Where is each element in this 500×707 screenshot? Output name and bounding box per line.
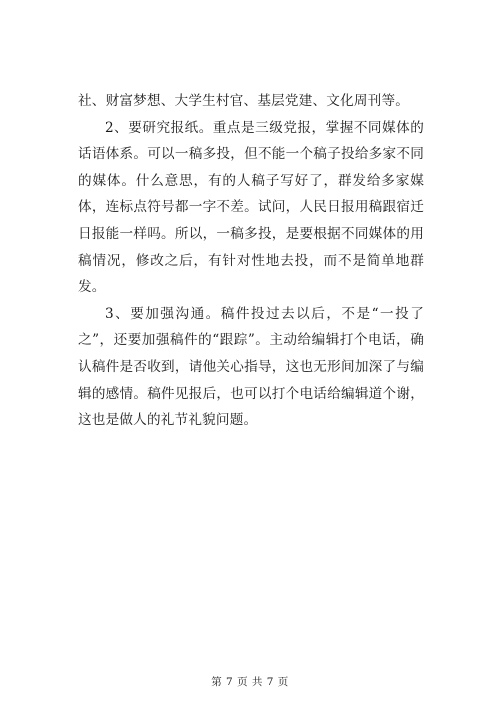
paragraph-continuation: 社、财富梦想、大学生村官、基层党建、文化周刊等。 — [78, 93, 410, 109]
page-footer: 第 7 页 共 7 页 — [211, 676, 289, 688]
paragraph-study-newspapers: 2、要研究报纸。重点是三级党报，掌握不同媒体的话语体系。可以一稿多投，但不能一个稿子投给多家不同的媒体。什么意思，有的人稿子写好了，群发给多家媒体，连标点符号都一字不差。试问，人民日报用稿跟宿迁日报能一样吗。所以，一稿多投，是要根据不同媒体的用稿情况，修改之后，有针对性地去投，而不是简单地群发。 — [78, 119, 424, 296]
paragraph-strengthen-communication: 3、要加强沟通。稿件投过去以后，不是“一投了之”，还要加强稿件的“跟踪”。主动给编辑打个电话，确认稿件是否收到，请他关心指导，这也无形间加深了与编辑的感情。稿件见报后，也可以打个电话给编辑道个谢，这也是做人的礼节礼貌问题。 — [78, 305, 424, 429]
document-body — [78, 88, 424, 434]
